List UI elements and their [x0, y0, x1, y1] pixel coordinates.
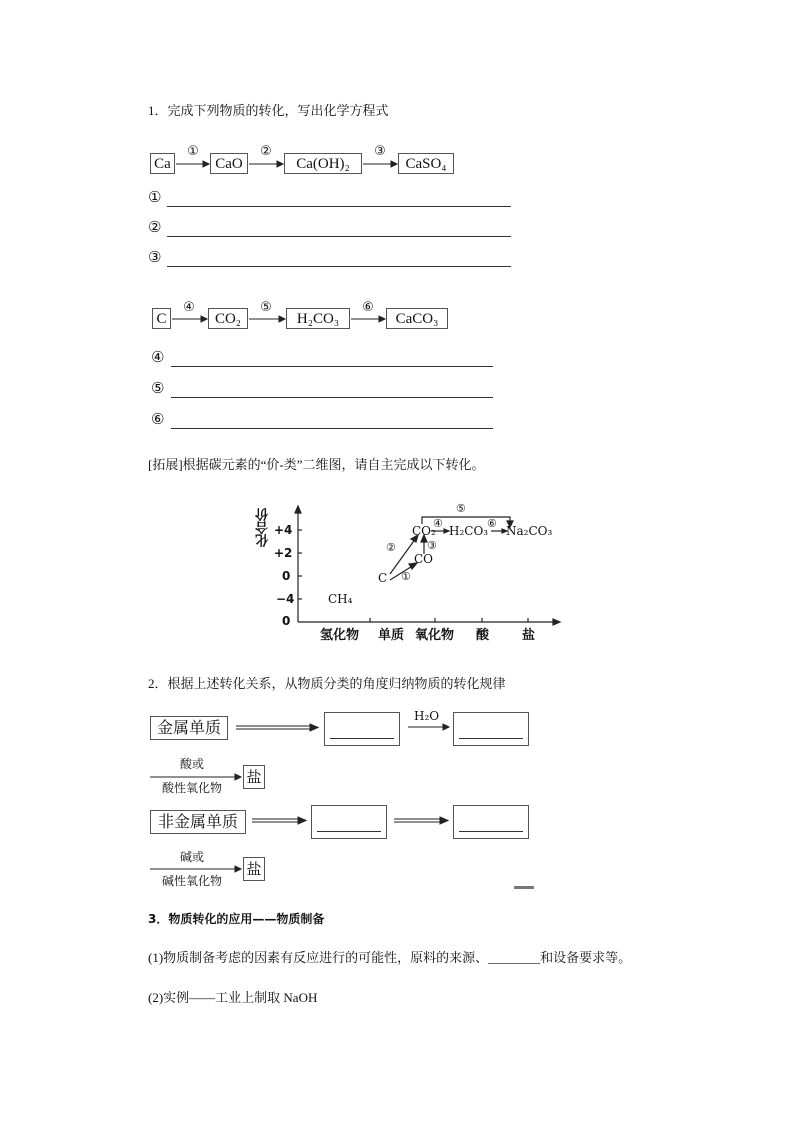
- box-c: C: [152, 308, 171, 329]
- answer-line-6[interactable]: [171, 428, 493, 429]
- valence-class-diagram: [250, 498, 570, 646]
- question-1-title: 1．完成下列物质的转化，写出化学方程式: [148, 103, 389, 118]
- nonmetal-salt-box: 盐: [243, 857, 265, 881]
- question-3-item-1: (1)物质制备考虑的因素有反应进行的可能性，原料的来源、________和设备要求等。: [148, 950, 632, 965]
- answer-label-2: ②: [148, 218, 162, 236]
- diagram-step-5: ⑤: [456, 502, 466, 515]
- metal-salt-box: 盐: [243, 765, 265, 789]
- diagram-step-6: ⑥: [487, 517, 497, 530]
- step-5-label: ⑤: [260, 300, 272, 315]
- x-label-acid: 酸: [476, 628, 490, 643]
- question-3-item-2: (2)实例——工业上制取 NaOH: [148, 990, 318, 1005]
- nonmetal-reagent-line2: 碱性氧化物: [161, 874, 222, 888]
- nonmetal-reagent-line1: 碱或: [179, 850, 204, 864]
- question-3-title: 3．物质转化的应用——物质制备: [148, 912, 325, 926]
- diagram-step-1: ①: [401, 570, 411, 583]
- question-2-title: 2．根据上述转化关系，从物质分类的角度归纳物质的转化规律: [148, 676, 506, 691]
- diagram-step-2: ②: [386, 541, 396, 554]
- box-co2: CO₂: [208, 308, 248, 329]
- species-co: CO: [414, 552, 434, 566]
- step-6-label: ⑥: [362, 300, 374, 315]
- metal-element-box: 金属单质: [150, 716, 228, 740]
- box-cao: CaO: [210, 153, 248, 174]
- species-co2: CO₂: [412, 524, 436, 538]
- extension-text: [拓展]根据碳元素的“价-类”二维图，请自主完成以下转化。: [148, 457, 485, 472]
- species-na2co3: Na₂CO₃: [506, 524, 553, 538]
- y-tick-minus4: −4: [276, 592, 295, 606]
- step-1-label: ①: [187, 144, 199, 159]
- step-2-label: ②: [260, 144, 272, 159]
- answer-line-5[interactable]: [171, 397, 493, 398]
- q2-arrows: [0, 700, 794, 900]
- y-tick-origin: 0: [282, 614, 291, 628]
- y-tick-0: 0: [282, 569, 291, 583]
- x-label-salt: 盐: [522, 628, 536, 643]
- x-label-element: 单质: [378, 628, 405, 643]
- answer-label-6: ⑥: [151, 410, 165, 428]
- diagram-step-4: ④: [433, 517, 443, 530]
- water-label: H₂O: [414, 709, 440, 723]
- nonmetal-element-box: 非金属单质: [150, 810, 246, 834]
- answer-line-4[interactable]: [171, 366, 493, 367]
- metal-reagent-line2: 酸性氧化物: [161, 781, 222, 795]
- answer-label-5: ⑤: [151, 379, 165, 397]
- answer-label-4: ④: [151, 348, 165, 366]
- y-tick-plus4: +4: [274, 523, 293, 537]
- box-caco3: CaCO₃: [386, 308, 448, 329]
- box-ca: Ca: [150, 153, 175, 174]
- metal-reagent-line1: 酸或: [179, 757, 204, 771]
- box-caso4: CaSO₄: [398, 153, 454, 174]
- x-label-oxide: 氧化物: [415, 628, 455, 643]
- diagram-step-3: ③: [427, 539, 437, 552]
- box-h2co3: H₂CO₃: [286, 308, 350, 329]
- species-h2co3: H₂CO₃: [449, 524, 489, 538]
- y-axis-label: 化合价: [256, 508, 271, 547]
- x-label-hydride: 氢化物: [320, 628, 360, 643]
- y-tick-plus2: +2: [274, 546, 293, 560]
- step-3-label: ③: [374, 144, 386, 159]
- answer-label-1: ①: [148, 188, 162, 206]
- box-caoh2: Ca(OH)₂: [284, 153, 362, 174]
- answer-label-3: ③: [148, 248, 162, 266]
- chain-carbon-arrows: [0, 0, 794, 340]
- step-4-label: ④: [183, 300, 195, 315]
- species-c: C: [378, 571, 388, 585]
- species-ch4: CH₄: [328, 592, 353, 606]
